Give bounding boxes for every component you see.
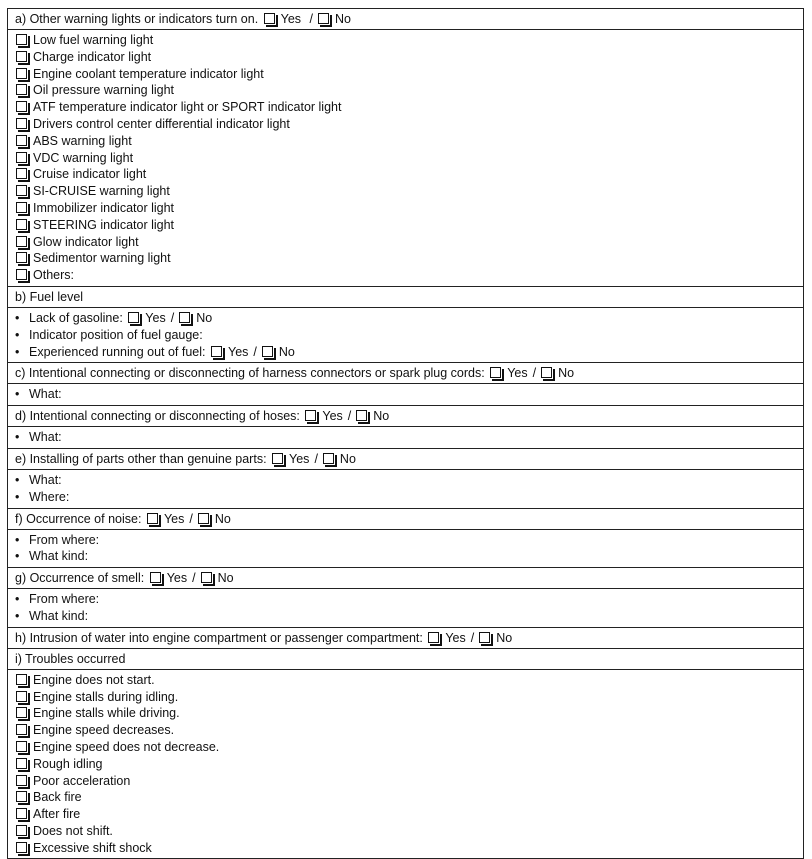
- list-item: [15, 489, 803, 506]
- item-label: Excessive shift shock: [33, 840, 152, 855]
- checklist-item: [16, 183, 803, 200]
- checklist-item: [16, 82, 803, 99]
- item-checkbox[interactable]: [16, 34, 27, 45]
- checklist-item: [16, 789, 803, 806]
- yes-label: Yes: [228, 344, 249, 359]
- item-label: STEERING indicator light: [33, 217, 175, 232]
- section-a-title: a) Other warning lights or indicators turn on.: [15, 12, 259, 26]
- no-checkbox[interactable]: [541, 367, 552, 378]
- item-label: Low fuel warning light: [33, 33, 154, 47]
- item-label: Engine stalls while driving.: [33, 706, 180, 721]
- section-i-list: [8, 670, 803, 859]
- slash: /: [532, 366, 537, 381]
- no-checkbox[interactable]: [356, 410, 367, 421]
- no-checkbox[interactable]: [323, 453, 334, 464]
- yes-label: Yes: [322, 409, 343, 424]
- section-b-title: b) Fuel level: [15, 289, 84, 304]
- slash: /: [470, 630, 475, 645]
- item-checkbox[interactable]: [16, 758, 27, 769]
- item-label: Engine does not start.: [33, 672, 155, 687]
- no-checkbox[interactable]: [262, 346, 273, 357]
- item-label: Back fire: [33, 790, 82, 805]
- yes-label: Yes: [289, 451, 310, 466]
- yes-label: Yes: [445, 630, 466, 645]
- section-d-header: [8, 406, 803, 427]
- item-label: After fire: [33, 807, 81, 822]
- no-label: No: [339, 451, 356, 466]
- item-label: Does not shift.: [33, 823, 113, 838]
- diagnosis-checklist-table: [7, 8, 804, 859]
- slash: /: [314, 451, 318, 466]
- yes-label: Yes: [166, 571, 188, 586]
- section-i-header: [8, 649, 803, 670]
- section-g-title: g) Occurrence of smell:: [15, 571, 145, 586]
- section-g-header: [8, 568, 803, 589]
- checklist-item: [16, 49, 803, 66]
- checklist-item: [16, 166, 803, 183]
- item-checkbox[interactable]: [16, 842, 27, 853]
- section-i-title: i) Troubles occurred: [15, 651, 126, 666]
- item-checkbox[interactable]: [16, 152, 27, 163]
- fuel-gauge-label: Indicator position of fuel gauge:: [29, 327, 203, 342]
- no-label: No: [217, 571, 234, 586]
- where-label: Where:: [29, 489, 70, 504]
- bullet: •: [15, 608, 20, 623]
- no-checkbox[interactable]: [318, 13, 329, 24]
- from-where-label: From where:: [29, 532, 100, 547]
- checklist-item: [16, 116, 803, 133]
- slash: /: [189, 511, 193, 526]
- no-checkbox[interactable]: [179, 312, 190, 323]
- section-f-header: [8, 509, 803, 530]
- section-c-body: [8, 384, 803, 406]
- list-item: [15, 548, 803, 565]
- list-item: [15, 591, 803, 608]
- slash: /: [309, 12, 314, 26]
- list-item: [15, 386, 803, 403]
- section-g-body: [8, 589, 803, 628]
- what-label: What:: [29, 472, 62, 487]
- what-kind-label: What kind:: [29, 549, 89, 564]
- checklist-item: [16, 217, 803, 234]
- item-checkbox[interactable]: [16, 808, 27, 819]
- list-item: [15, 472, 803, 489]
- item-label: Charge indicator light: [33, 49, 152, 64]
- yes-checkbox[interactable]: [428, 632, 439, 643]
- checklist-item: [16, 267, 803, 284]
- checklist-item: [16, 705, 803, 722]
- what-label: What:: [29, 387, 62, 402]
- bullet: •: [15, 472, 20, 487]
- checklist-item: [16, 150, 803, 167]
- section-b-body: [8, 308, 803, 363]
- item-checkbox[interactable]: [16, 674, 27, 685]
- item-label: Engine stalls during idling.: [33, 689, 179, 704]
- item-label: Immobilizer indicator light: [33, 200, 175, 215]
- section-a-list: [8, 30, 803, 287]
- item-label: ATF temperature indicator light or SPORT indicator light: [33, 100, 342, 115]
- section-b-header: [8, 287, 803, 308]
- yes-label: Yes: [280, 12, 302, 26]
- section-d-body: [8, 427, 803, 449]
- item-checkbox[interactable]: [16, 791, 27, 802]
- checklist-item: [16, 66, 803, 83]
- section-h-title: h) Intrusion of water into engine compartment or passenger compartment:: [15, 630, 423, 645]
- no-checkbox[interactable]: [479, 632, 490, 643]
- section-e-body: [8, 470, 803, 509]
- checklist-item: [16, 739, 803, 756]
- checklist-item: [16, 756, 803, 773]
- checklist-item: [16, 840, 803, 857]
- item-checkbox[interactable]: [16, 825, 27, 836]
- yes-checkbox[interactable]: [305, 410, 316, 421]
- checklist-item: [16, 672, 803, 689]
- checklist-item: [16, 99, 803, 116]
- section-h-header: [8, 628, 803, 649]
- item-checkbox[interactable]: [16, 84, 27, 95]
- yes-label: Yes: [507, 366, 528, 381]
- from-where-label: From where:: [29, 592, 100, 607]
- section-f-title: f) Occurrence of noise:: [15, 511, 142, 526]
- item-checkbox[interactable]: [16, 118, 27, 129]
- item-label: Engine speed decreases.: [33, 723, 175, 738]
- item-checkbox[interactable]: [16, 252, 27, 263]
- bullet: •: [15, 430, 20, 445]
- list-item: [15, 327, 803, 344]
- yes-checkbox[interactable]: [150, 572, 161, 583]
- item-label: Rough idling: [33, 756, 103, 771]
- no-label: No: [196, 310, 213, 325]
- section-e-header: [8, 449, 803, 470]
- bullet: •: [15, 532, 20, 547]
- slash: /: [253, 344, 257, 359]
- item-label: Engine speed does not decrease.: [33, 739, 220, 754]
- item-checkbox[interactable]: [16, 51, 27, 62]
- item-checkbox[interactable]: [16, 101, 27, 112]
- checklist-item: [16, 32, 803, 49]
- slash: /: [192, 571, 196, 586]
- item-label: Oil pressure warning light: [33, 83, 175, 98]
- yes-checkbox[interactable]: [272, 453, 283, 464]
- item-checkbox[interactable]: [16, 135, 27, 146]
- bullet: •: [15, 489, 20, 504]
- no-checkbox[interactable]: [201, 572, 212, 583]
- bullet: •: [15, 310, 20, 325]
- yes-checkbox[interactable]: [490, 367, 501, 378]
- item-checkbox[interactable]: [16, 775, 27, 786]
- bullet: •: [15, 327, 20, 342]
- item-label: Drivers control center differential indicator light: [33, 116, 290, 131]
- item-checkbox[interactable]: [16, 68, 27, 79]
- item-checkbox[interactable]: [16, 269, 27, 280]
- item-checkbox[interactable]: [16, 724, 27, 735]
- list-item: [15, 344, 803, 361]
- item-label: Sedimentor warning light: [33, 251, 171, 266]
- list-item: [15, 310, 803, 327]
- list-item: [15, 532, 803, 549]
- item-label: VDC warning light: [33, 150, 134, 165]
- item-checkbox[interactable]: [16, 168, 27, 179]
- item-checkbox[interactable]: [16, 219, 27, 230]
- no-checkbox[interactable]: [198, 513, 209, 524]
- item-checkbox[interactable]: [16, 236, 27, 247]
- checklist-item: [16, 806, 803, 823]
- yes-label: Yes: [163, 511, 185, 526]
- bullet: •: [15, 592, 20, 607]
- bullet: •: [15, 344, 20, 359]
- slash: /: [170, 310, 175, 325]
- item-label: Others:: [33, 268, 74, 283]
- yes-label: Yes: [145, 310, 166, 325]
- section-d-title: d) Intentional connecting or disconnecting of hoses:: [15, 409, 300, 424]
- checklist-item: [16, 200, 803, 217]
- yes-checkbox[interactable]: [147, 513, 158, 524]
- item-label: ABS warning light: [33, 133, 132, 148]
- ran-out-of-fuel-label: Experienced running out of fuel:: [29, 344, 206, 359]
- checklist-item: [16, 234, 803, 251]
- no-label: No: [373, 409, 390, 424]
- item-label: Glow indicator light: [33, 234, 139, 249]
- item-label: Poor acceleration: [33, 773, 131, 788]
- no-label: No: [214, 511, 231, 526]
- list-item: [15, 429, 803, 446]
- section-f-body: [8, 530, 803, 569]
- yes-checkbox[interactable]: [264, 13, 275, 24]
- item-checkbox[interactable]: [16, 741, 27, 752]
- no-label: No: [278, 344, 295, 359]
- item-checkbox[interactable]: [16, 707, 27, 718]
- item-checkbox[interactable]: [16, 185, 27, 196]
- yes-checkbox[interactable]: [128, 312, 139, 323]
- section-c-title: c) Intentional connecting or disconnecting of harness connectors or spark plug cords:: [15, 366, 485, 381]
- section-a-header: [8, 9, 803, 30]
- item-label: Cruise indicator light: [33, 167, 147, 182]
- section-c-header: [8, 363, 803, 384]
- what-kind-label: What kind:: [29, 608, 89, 623]
- item-label: SI-CRUISE warning light: [33, 184, 170, 199]
- item-checkbox[interactable]: [16, 202, 27, 213]
- checklist-item: [16, 722, 803, 739]
- checklist-item: [16, 689, 803, 706]
- checklist-item: [16, 823, 803, 840]
- section-e-title: e) Installing of parts other than genuine parts:: [15, 451, 267, 466]
- no-label: No: [496, 630, 513, 645]
- item-label: Engine coolant temperature indicator light: [33, 66, 264, 81]
- what-label: What:: [29, 430, 62, 445]
- checklist-item: [16, 133, 803, 150]
- checklist-item: [16, 773, 803, 790]
- checklist-item: [16, 250, 803, 267]
- bullet: •: [15, 387, 20, 402]
- no-label: No: [558, 366, 575, 381]
- lack-of-gasoline-label: Lack of gasoline:: [29, 310, 123, 325]
- no-label: No: [335, 12, 352, 26]
- item-checkbox[interactable]: [16, 691, 27, 702]
- slash: /: [347, 409, 352, 424]
- list-item: [15, 608, 803, 625]
- yes-checkbox[interactable]: [211, 346, 222, 357]
- bullet: •: [15, 549, 20, 564]
